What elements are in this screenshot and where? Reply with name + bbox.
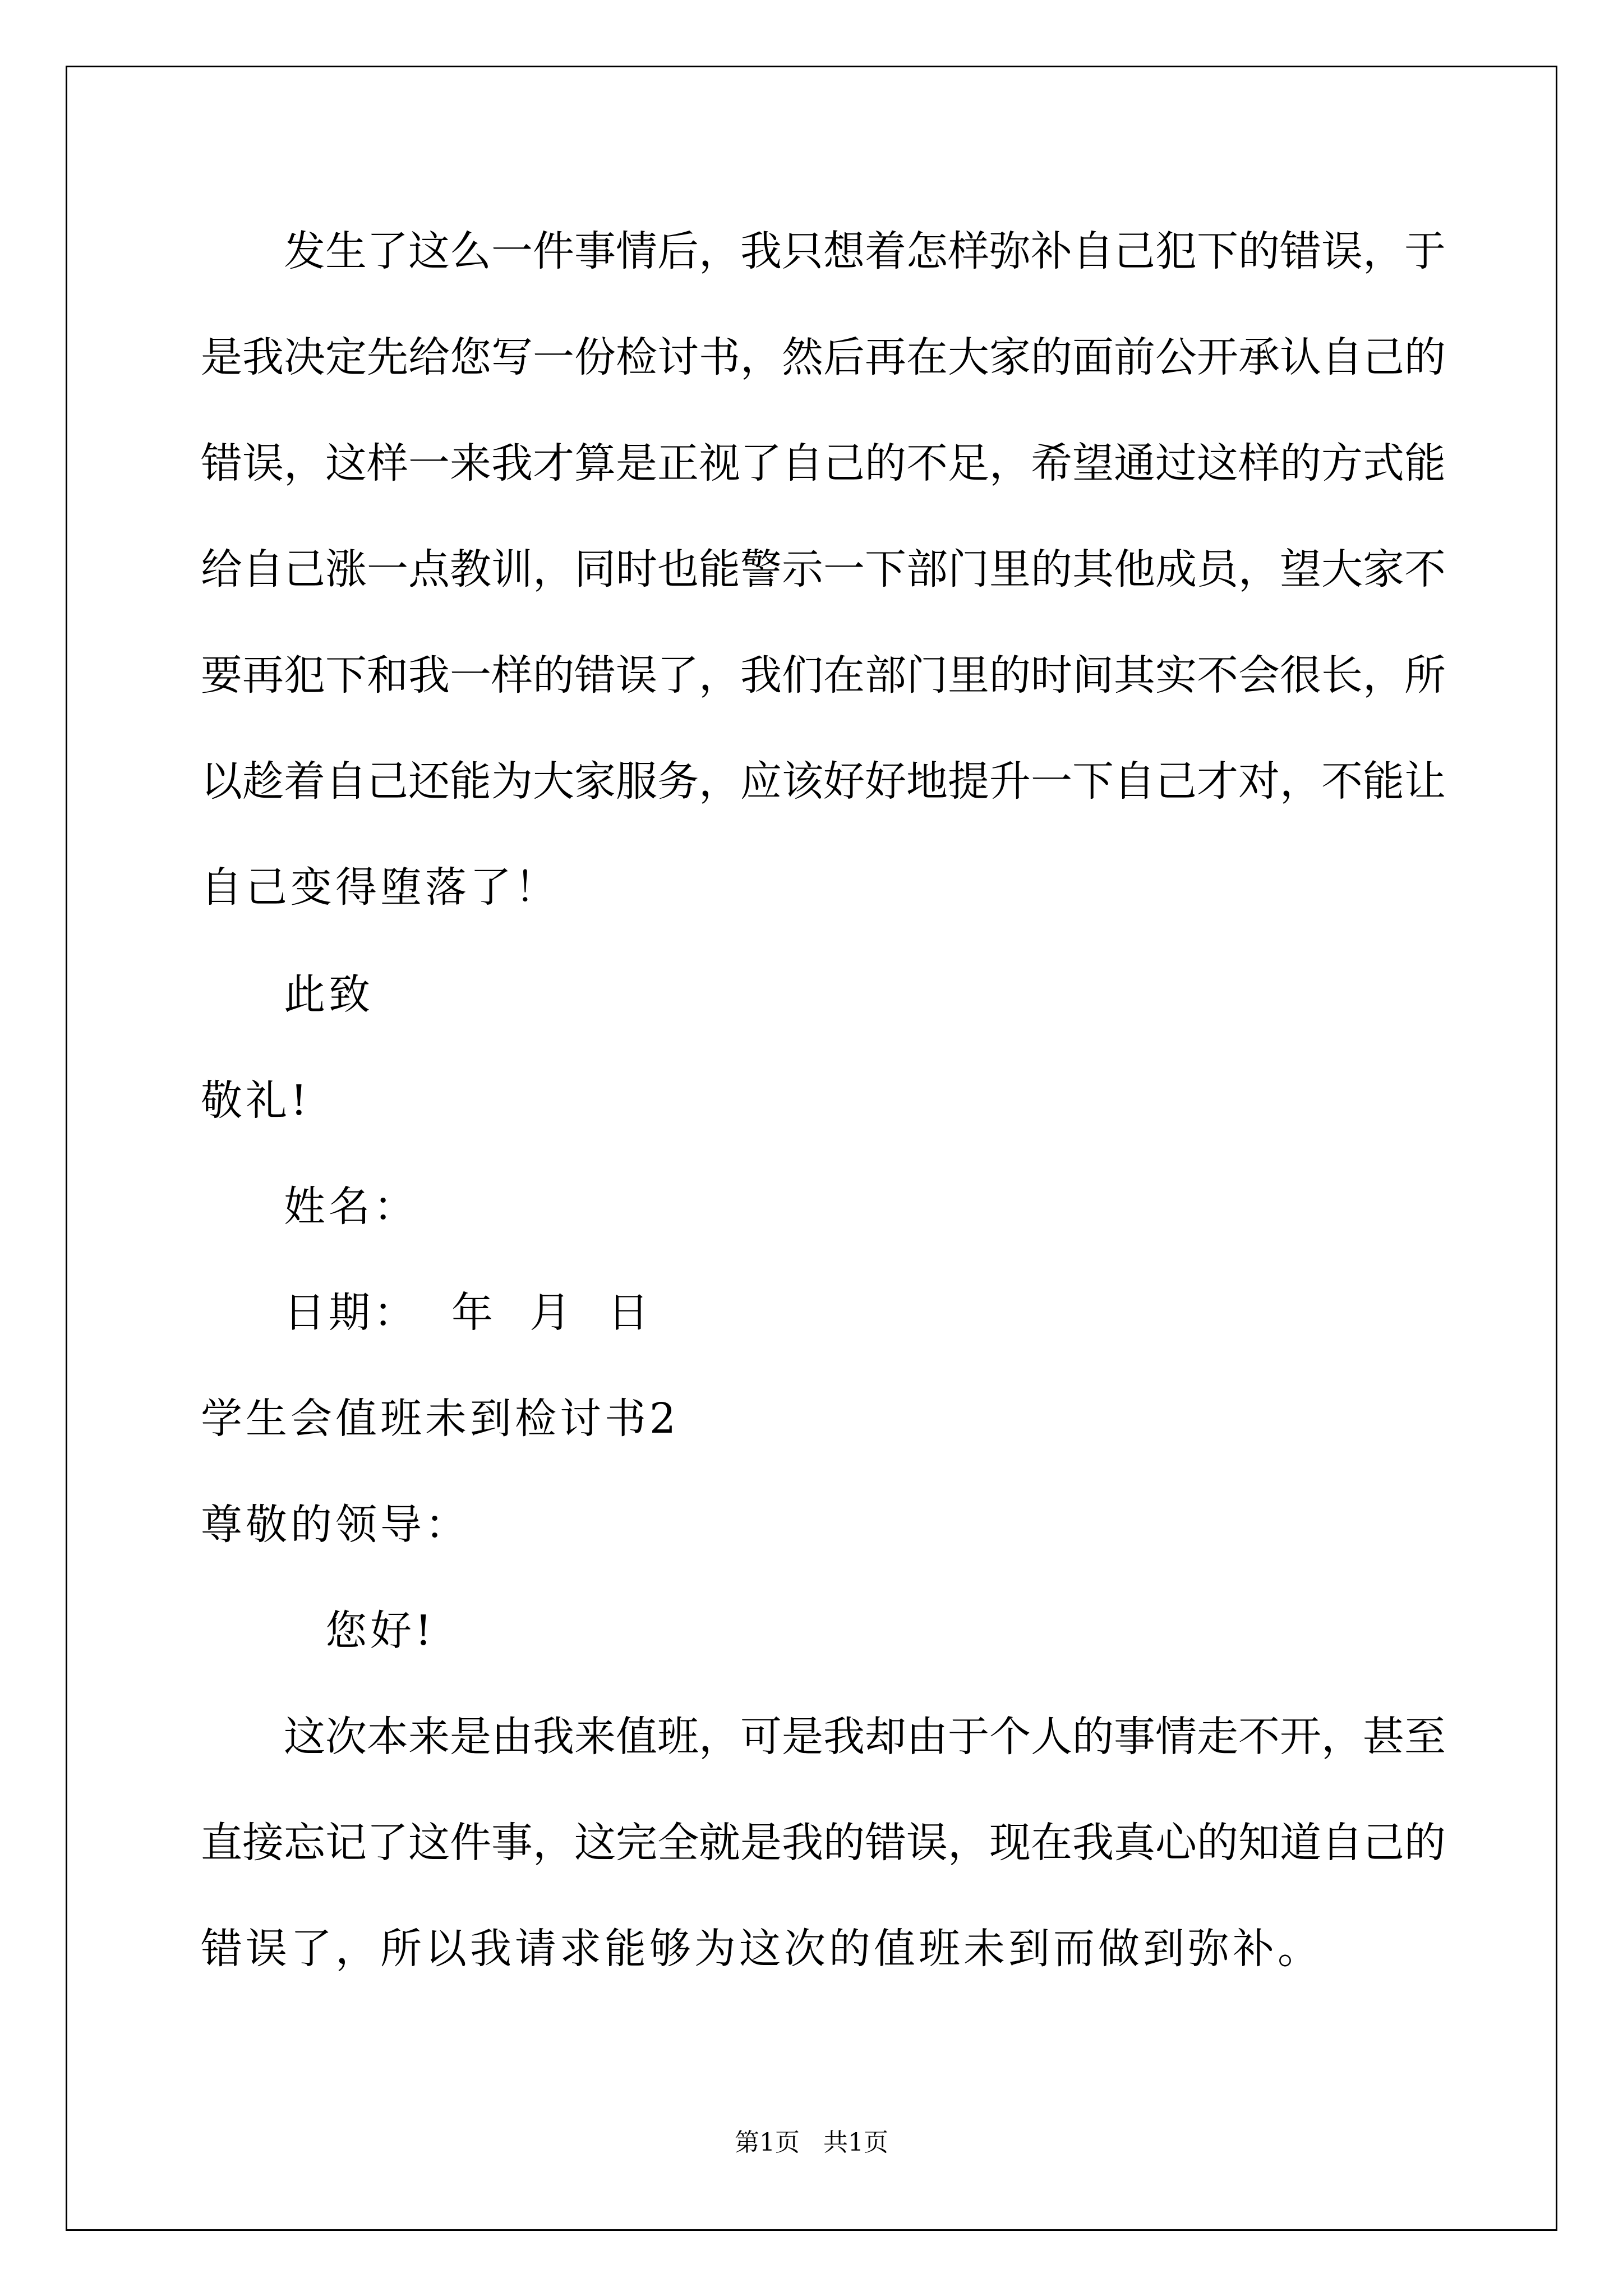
paragraph-1-line-5: 要再犯下和我一样的错误了，我们在部门里的时间其实不会很长，所 (201, 651, 1446, 700)
page-border (66, 66, 1557, 2231)
closing-salute: 此致 (284, 970, 374, 1019)
paragraph-1-line-7: 自己变得堕落了！ (201, 863, 560, 912)
name-label: 姓名： (284, 1182, 418, 1231)
paragraph-2-line-3: 错误了，所以我请求能够为这次的值班未到而做到弥补。 (201, 1925, 1322, 1973)
paragraph-2-line-2: 直接忘记了这件事，这完全就是我的错误，现在我真心的知道自己的 (201, 1819, 1446, 1867)
paragraph-2-line-1: 这次本来是由我来值班，可是我却由于个人的事情走不开，甚至 (284, 1713, 1446, 1761)
page-number-current: 第1页 (735, 2128, 800, 2157)
paragraph-1-line-6: 以趁着自己还能为大家服务，应该好好地提升一下自己才对，不能让 (201, 757, 1446, 806)
greeting: 您好! (325, 1607, 435, 1655)
closing-respect: 敬礼! (201, 1076, 311, 1125)
section-2-title: 学生会值班未到检讨书2 (201, 1395, 680, 1443)
date-label: 日期： 年 月 日 (284, 1289, 653, 1337)
paragraph-1-line-2: 是我决定先给您写一份检讨书，然后再在大家的面前公开承认自己的 (201, 333, 1446, 381)
paragraph-1-line-3: 错误，这样一来我才算是正视了自己的不足，希望通过这样的方式能 (201, 439, 1446, 487)
paragraph-1-line-4: 给自己涨一点教训，同时也能警示一下部门里的其他成员，望大家不 (201, 545, 1446, 593)
paragraph-1-line-1: 发生了这么一件事情后，我只想着怎样弥补自己犯下的错误，于 (284, 227, 1446, 275)
addressee: 尊敬的领导： (201, 1501, 470, 1549)
page-footer (0, 2126, 1623, 2160)
page-number-total: 共1页 (823, 2128, 888, 2157)
